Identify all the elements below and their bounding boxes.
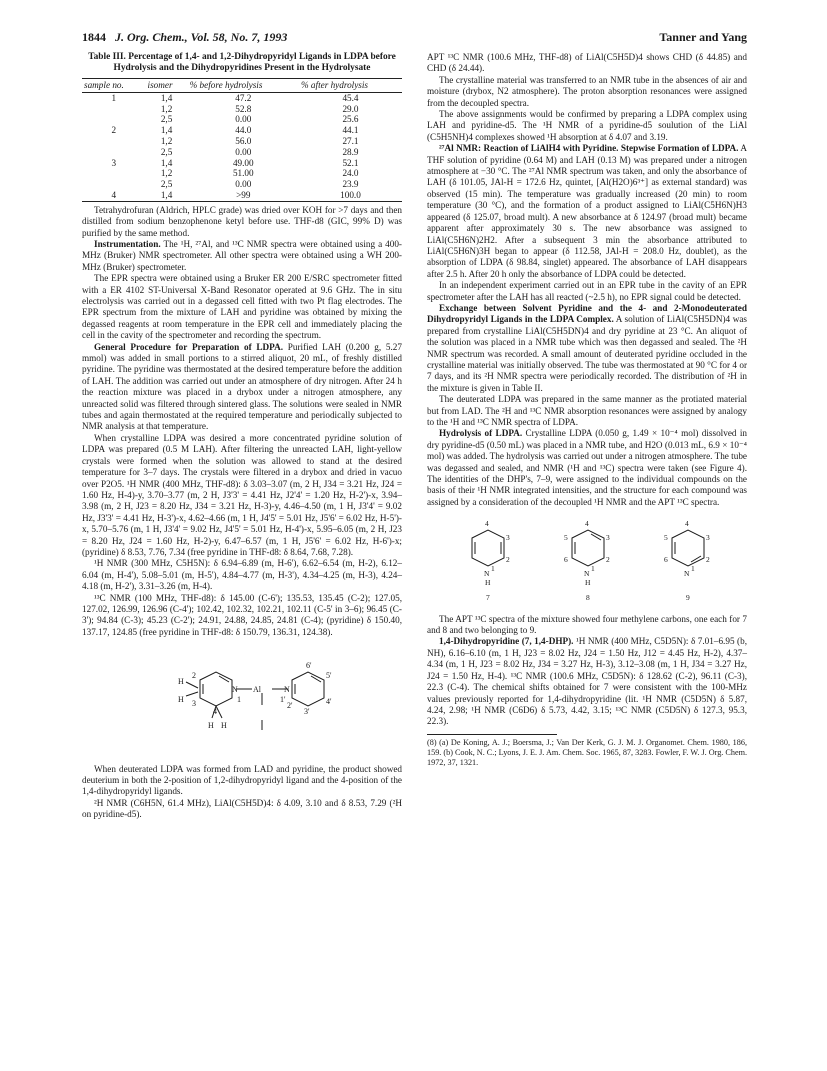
- section-heading: Exchange between Solvent Pyridine and the 4- and 2-Monodeuterated Dihydropyridyl Ligands in the LDPA Complex.: [427, 302, 747, 325]
- compound-atom-label: 6: [564, 555, 568, 565]
- table-row: [82, 104, 402, 115]
- table-iii: [82, 78, 402, 202]
- table-cell: [82, 136, 146, 147]
- paragraph-text: Purified LAH (0.200 g, 5.27 mmol) was added in small portions to a stirred aliquot, 20 mL, of freshly distilled pyridine. The pyridine was thermostated at the desired temperature before the addition of LAH. The addition was carried out under an atmosphere of dry nitrogen. After 24 h the reaction mixture was placed in a drybox under a nitrogen atmosphere, any unreacted solid was filtered through sintered glass. The solutions were sealed in NMR tubes and again thermostated at the required temperature and periodically subjected to NMR analysis at that temperature.: [82, 341, 402, 432]
- table-row: [82, 92, 402, 103]
- table-cell: 49.00: [232, 157, 254, 168]
- table-cell: 23.9: [342, 179, 359, 190]
- structure-atom-label: H: [178, 677, 184, 687]
- compound-number: 8: [586, 593, 590, 603]
- paragraph: [82, 342, 402, 433]
- structure-atom-label: H: [178, 695, 184, 705]
- table-cell: 100.0: [340, 189, 361, 200]
- compound-atom-label: N: [584, 569, 590, 579]
- table-row: [82, 114, 402, 125]
- table-row: [82, 179, 402, 190]
- paragraph-text: ¹H NMR (400 MHz, C5D5N): δ 7.01–6.95 (b, NH), 6.16–6.10 (m, 1 H, J23 = 8.02 Hz, J24 = 1.50 Hz, J12 = 4.45 Hz, H-2), 4.37–4.34 (m, 1 H, J23 = 8.02 Hz, J34 = 3.27 Hz, H-3), 3.12–3.08 (m, 1 H, J34 = 3.27 Hz, J24 = 1.50 Hz, H-4). ¹³C NMR (100.6 MHz, C5D5N): δ 128.62 (C-2), 96.11 (C-3), 22.3 (C-4). The chemical shifts obtained for 7 were consistent with the 100-MHz values previously reported for 1,4-dihydropyridine (lit. ¹H NMR (C5D5N) δ 5.87, 4.24, 2.98; ¹H NMR (C6D6) δ 5.73, 4.42, 3.15; ¹³C NMR (C5D5N) δ 127.3, 95.3, 22.3).: [427, 636, 747, 727]
- compound-number: 9: [686, 593, 690, 603]
- table-cell: 51.00: [232, 168, 254, 179]
- ldpa-structure-diagram: [82, 642, 402, 754]
- table-row: [82, 158, 402, 169]
- compound-atom-label: 5: [664, 533, 668, 543]
- page-number: 1844: [82, 30, 106, 44]
- structure-atom-label: H: [208, 721, 214, 731]
- compound-atom-label: N: [684, 569, 690, 579]
- right-column: [427, 52, 747, 768]
- table-row: [82, 125, 402, 136]
- table-cell: [82, 168, 146, 179]
- table-cell: 0.00: [235, 179, 252, 190]
- compound-atom-label: N: [484, 569, 490, 579]
- section-heading: Hydrolysis of LDPA.: [439, 428, 523, 439]
- table-cell: 45.4: [342, 92, 359, 103]
- table-cell: 29.0: [342, 103, 359, 114]
- compound-atom-label: 2: [606, 555, 610, 565]
- compound-atom-label: 5: [564, 533, 568, 543]
- compound-atom-label: 1: [591, 564, 595, 574]
- structure-atom-label: 2': [287, 701, 293, 711]
- paragraph-text: A THF solution of pyridine (0.64 M) and LAH (0.13 M) was prepared under a nitrogen atmosphere at −30 °C. The ²⁷Al NMR spectrum was taken, and only the absorbance of LAH (δ 101.05, JAl-H = 172.6 Hz, quintet, [Al(H2O)6³⁺] as external standard) was observed (15 min). The temperature was gradually increased (20 min) to room temperature (30 °C), and the formation of a product assigned to LiAl(C5H6N)H3 appeared (δ 125.07, broad mult). A new absorbance at δ 124.97 (broad mult) became apparent after approximately 30 s. The new absorbance was assigned to LiAl(C5H6N)2H2. After a subsequent 3 min the absorbance attributed to LiAl(C5H6N)3H began to appear (δ 112.58, JAl-H = 208.0 Hz, doublet), as the absorption of LDPA (δ 98.84, singlet) appeared. The absorbance of LAH disappears after 2.5 h. After 20 h only the absorbance of LDPA could be detected.: [427, 143, 747, 279]
- compound-atom-label: 1: [491, 564, 495, 574]
- table-row: [82, 190, 402, 201]
- table-header-cell: sample no.: [84, 80, 124, 90]
- table-cell: 24.0: [342, 168, 359, 179]
- structure-atom-label: 3': [304, 707, 310, 717]
- table-header-cell: % before hydrolysis: [189, 80, 263, 90]
- structure-atom-label: N: [232, 685, 238, 695]
- journal-citation: J. Org. Chem., Vol. 58, No. 7, 1993: [115, 30, 288, 44]
- paragraph: [427, 303, 747, 394]
- table-cell: 1,2: [160, 135, 173, 146]
- compound-atom-label: 2: [506, 555, 510, 565]
- paragraph: When deuterated LDPA was formed from LAD and pyridine, the product showed deuterium in both the 2-position of 1,2-dihydropyridyl ligand and the 4-position of the 1,4-dihydropyridyl ligands.: [82, 763, 402, 797]
- table-cell: 25.6: [342, 114, 359, 125]
- table-caption: Table III. Percentage of 1,4- and 1,2-Dihydropyridyl Ligands in LDPA before Hydrolysis and the Dihydropyridines Present in the Hydrolysate: [88, 52, 396, 73]
- structure-atom-label: H: [221, 721, 227, 731]
- table-cell: 44.0: [235, 125, 252, 136]
- table-row: [82, 168, 402, 179]
- paragraph-text: Crystalline LDPA (0.050 g, 1.49 × 10⁻⁴ mol) dissolved in dry pyridine-d5 (0.50 mL) was placed in a NMR tube, and H2O (0.013 mL, 6.9 × 10⁻⁴ mol) was added. The hydrolysis was carried out under a nitrogen atmosphere. The tube was degassed and sealed, and NMR (¹H and ¹³C) spectra were taken (see Figure 4). The identities of the DHP's, 7–9, were assigned to the individual compounds on the basis of their ¹H NMR integrated intensities, and the structure for each compound was assigned by a consideration of the decoupled ¹H NMR and the APT ¹³C spectra.: [427, 428, 747, 507]
- table-cell: 2,5: [160, 179, 173, 190]
- table-row: [82, 136, 402, 147]
- section-heading: ²⁷Al NMR: Reaction of LiAlH4 with Pyridine. Stepwise Formation of LDPA.: [439, 143, 739, 154]
- compound-atom-label: 4: [585, 519, 589, 529]
- table-header-cell: isomer: [147, 80, 173, 90]
- table-body: [82, 92, 402, 201]
- table-cell: 56.0: [235, 135, 252, 146]
- section-heading: General Procedure for Preparation of LDPA.: [94, 341, 284, 352]
- table-cell: 44.1: [342, 125, 359, 136]
- paragraph: The above assignments would be confirmed by preparing a LDPA complex using LAH and pyridine-d5. The ¹H NMR of a pyridine-d5 soulution of the LiAl (C5H5NH)4 complexes showed ¹H absorption at δ 4.07 and 3.19.: [427, 109, 747, 142]
- table-cell: 47.2: [235, 92, 252, 103]
- structure-atom-label: N: [284, 685, 290, 695]
- table-header-cell: % after hydrolysis: [300, 80, 368, 90]
- paragraph: APT ¹³C NMR (100.6 MHz, THF-d8) of LiAl(C5H5D)4 shows CHD (δ 44.85) and CHD (δ 24.44).: [427, 52, 747, 74]
- table-cell: 3: [111, 157, 117, 168]
- structure-atom-label: 6': [306, 661, 312, 671]
- structure-atom-label: 5': [326, 671, 332, 681]
- left-column: [82, 52, 402, 821]
- paragraph: ¹H NMR (300 MHz, C5H5N): δ 6.94–6.89 (m, H-6'), 6.62–6.54 (m, H-2), 6.12–6.04 (m, H-4'), 5.08–5.01 (m, H-5'), 4.84–4.77 (m, H-3'), 4.34–4.25 (m, H-3), 4.24–4.18 (m, H-2'), 3.31–3.26 (m, H-4).: [82, 558, 402, 592]
- footnote-divider: [427, 734, 557, 735]
- table-cell: [82, 104, 146, 115]
- table-cell: 1,2: [160, 103, 173, 114]
- table-cell: 2: [111, 125, 117, 136]
- compound-atom-label: 2: [706, 555, 710, 565]
- paragraph: The APT ¹³C spectra of the mixture showed four methylene carbons, one each for 7 and 8 and two belonging to 9.: [427, 613, 747, 636]
- paragraph: Tetrahydrofuran (Aldrich, HPLC grade) was dried over KOH for >7 days and then distilled from sodium benzophenone ketyl before use. THF-d8 (GIC, 99% D) was purified by the same method.: [82, 204, 402, 238]
- structure-atom-label: 4: [213, 707, 217, 717]
- table-row: [82, 147, 402, 158]
- table-cell: [82, 147, 146, 158]
- header-authors: Tanner and Yang: [659, 30, 747, 44]
- paragraph: When crystalline LDPA was desired a more concentrated pyridine solution of LDPA was prepared (0.5 M LAH). After filtering the unreacted LAH, light-yellow crystals were formed when the solution was allowed to stand at the desired temperature for 3–7 days. The crystals were filtered in a drybox and dried in vacuo over P2O5. ¹H NMR (400 MHz, THF-d8): δ 3.03–3.07 (m, 2 H, J34 = 3.21 Hz, J24 = 1.60 Hz, H-4)-y, 3.70–3.77 (m, 2 H, J3'3' = 4.41 Hz, J2'4' = 1.20 Hz, H-2')-x, 3.94–3.98 (m, 2 H, J23 = 8.20 Hz, J34 = 3.21 Hz, H-3)-y, 4.46–4.50 (m, 1 H, J3'4' = 9.02 Hz, J3'3' = 4.41 Hz, H-3')-x, 4.62–4.66 (m, 1 H, J4'5' = 5.01 Hz, J5'6' = 6.02 Hz, H-5')-x, 5.70–5.76 (m, 1 H, J3'4' = 9.02 Hz, J4'5' = 5.01 Hz, H-4')-x, 5.95–6.05 (m, 2 H, J23 = 8.20 Hz, J24 = 1.60 Hz, H-2)-y, 6.47–6.57 (m, 1 H, J5'6' = 6.02 Hz, H-6')-x; (pyridine) δ 8.53, 7.76, 7.34 (free pyridine in THF-d8: δ 8.64, 7.68, 7.28).: [82, 432, 402, 557]
- table-cell: 2,5: [160, 146, 173, 157]
- paragraph: [427, 636, 747, 727]
- compound-atom-label: 4: [485, 519, 489, 529]
- header-left: [82, 30, 287, 45]
- table-cell: 52.8: [235, 103, 252, 114]
- compound-atom-label: H: [585, 578, 591, 588]
- structure-atom-label: 1: [237, 695, 241, 705]
- table-cell: 2,5: [160, 114, 173, 125]
- structure-atom-label: 3: [192, 699, 196, 709]
- paragraph: [82, 239, 402, 273]
- compound-atom-label: 6: [664, 555, 668, 565]
- table-cell: [82, 179, 146, 190]
- structure-atom-label: Al: [253, 685, 261, 695]
- section-heading: 1,4-Dihydropyridine (7, 1,4-DHP).: [439, 636, 574, 647]
- page-header: [82, 30, 747, 46]
- table-cell: [82, 114, 146, 125]
- table-header-row: [82, 79, 402, 93]
- dihydropyridine-structures: [427, 514, 747, 606]
- footnote: (8) (a) De Koning, A. J.; Boersma, J.; Van Der Kerk, G. J. M. J. Organomet. Chem. 1980, 186, 159. (b) Cook, N. C.; Lyons, J. E. J. Am. Chem. Soc. 1965, 87, 3283. Fowler, F. W. J. Org. Chem. 1972, 37, 1321.: [427, 737, 748, 767]
- table-cell: 27.1: [342, 135, 359, 146]
- table-cell: 1,4: [160, 157, 173, 168]
- table-cell: 1,4: [160, 125, 173, 136]
- structure-atom-label: 1': [280, 695, 286, 705]
- paragraph-text: The ¹H, ²⁷Al, and ¹³C NMR spectra were obtained using a 400-MHz (Bruker) NMR spectrometer. All other spectra were obtained using a WH 200-MHz (Bruker) spectrometer.: [82, 238, 402, 272]
- paragraph: ²H NMR (C6H5N, 61.4 MHz), LiAl(C5H5D)4: δ 4.09, 3.10 and δ 8.53, 7.29 (²H on pyridine-d5).: [82, 797, 402, 820]
- paragraph-text: A solution of LiAl(C5H5DN)4 was prepared from crystalline LiAl(C5H5DN)4 and dry pyridine at 23 °C. An aliquot of the solution was placed in a NMR tube which was then degassed and sealed. The ²H NMR spectrum was recorded. A small amount of deuterated pyridine occluded in the crystalline material was initially observed. The tube was thermostated at 90 °C for 4 or 7 days, and its ²H NMR spectra were periodically recorded. The distribution of ²H in the mixture is given in Table II.: [427, 314, 747, 393]
- compound-atom-label: H: [485, 578, 491, 588]
- section-heading: Instrumentation.: [94, 238, 161, 249]
- paragraph: The crystalline material was transferred to an NMR tube in the absences of air and moisture (drybox, N2 atmosphere). The proton absorption resonances were assigned from the decoupled spectra.: [427, 74, 747, 108]
- table-cell: 0.00: [235, 114, 252, 125]
- paragraph: ¹³C NMR (100 MHz, THF-d8): δ 145.00 (C-6'); 135.53, 135.45 (C-2); 127.05, 127.02, 126.99, 126.96 (C-4'); 102.42, 102.32, 102.21, 102.11 (C-5' in 3–6); 96.45 (C-3'); 94.84 (C-3); 45.23 (C-2'); 24.91, 24.88, 24.85, 24.81 (C-4); (pyridine) δ 150.40, 137.17, 124.85 (free pyridine in THF-d8: δ 150.79, 136.31, 124.38).: [82, 592, 402, 637]
- table-cell: 1,2: [160, 168, 173, 179]
- paragraph: In an independent experiment carried out in an EPR tube in the cavity of an EPR spectrometer after the LAH has all reacted (~2.5 h), no EPR signal could be detected.: [427, 280, 747, 302]
- table-cell: 28.9: [342, 146, 359, 157]
- paragraph: The EPR spectra were obtained using a Bruker ER 200 E/SRC spectrometer fitted with a ER 4102 ST-Universal X-Band Resonator operated at 9.6 GHz. The in situ electrolysis was carried out in a degassed cell fitted with two Pt flag electrodes. The EPR spectrum from the mixture of LAH and pyridine was obtained by mixing the degassed reagents at room temperature in the EPR cell and immediately placing the cell in the cavity of the spectrometer and recording the spectrum.: [82, 273, 402, 341]
- table-cell: 1: [111, 92, 117, 103]
- compound-atom-label: 3: [506, 533, 510, 543]
- table-cell: 1,4: [160, 92, 173, 103]
- table-cell: 0.00: [235, 146, 252, 157]
- compound-atom-label: 4: [685, 519, 689, 529]
- structure-atom-label: 2: [192, 671, 196, 681]
- structure-atom-label: 4': [326, 697, 332, 707]
- table-cell: 1,4: [160, 189, 173, 200]
- table-cell: 4: [111, 189, 117, 200]
- paragraph: [427, 428, 747, 508]
- compound-number: 7: [486, 593, 490, 603]
- compound-atom-label: 1: [691, 564, 695, 574]
- table-cell: >99: [236, 189, 251, 200]
- table-cell: 52.1: [342, 157, 359, 168]
- paragraph: The deuterated LDPA was prepared in the same manner as the protiated material but from LAD. The ²H and ¹³C NMR absorption resonances were assigned by analogy to the ¹H and ¹³C NMR spectra of LDPA.: [427, 394, 747, 427]
- paragraph: [427, 143, 747, 280]
- compound-atom-label: 3: [606, 533, 610, 543]
- compound-atom-label: 3: [706, 533, 710, 543]
